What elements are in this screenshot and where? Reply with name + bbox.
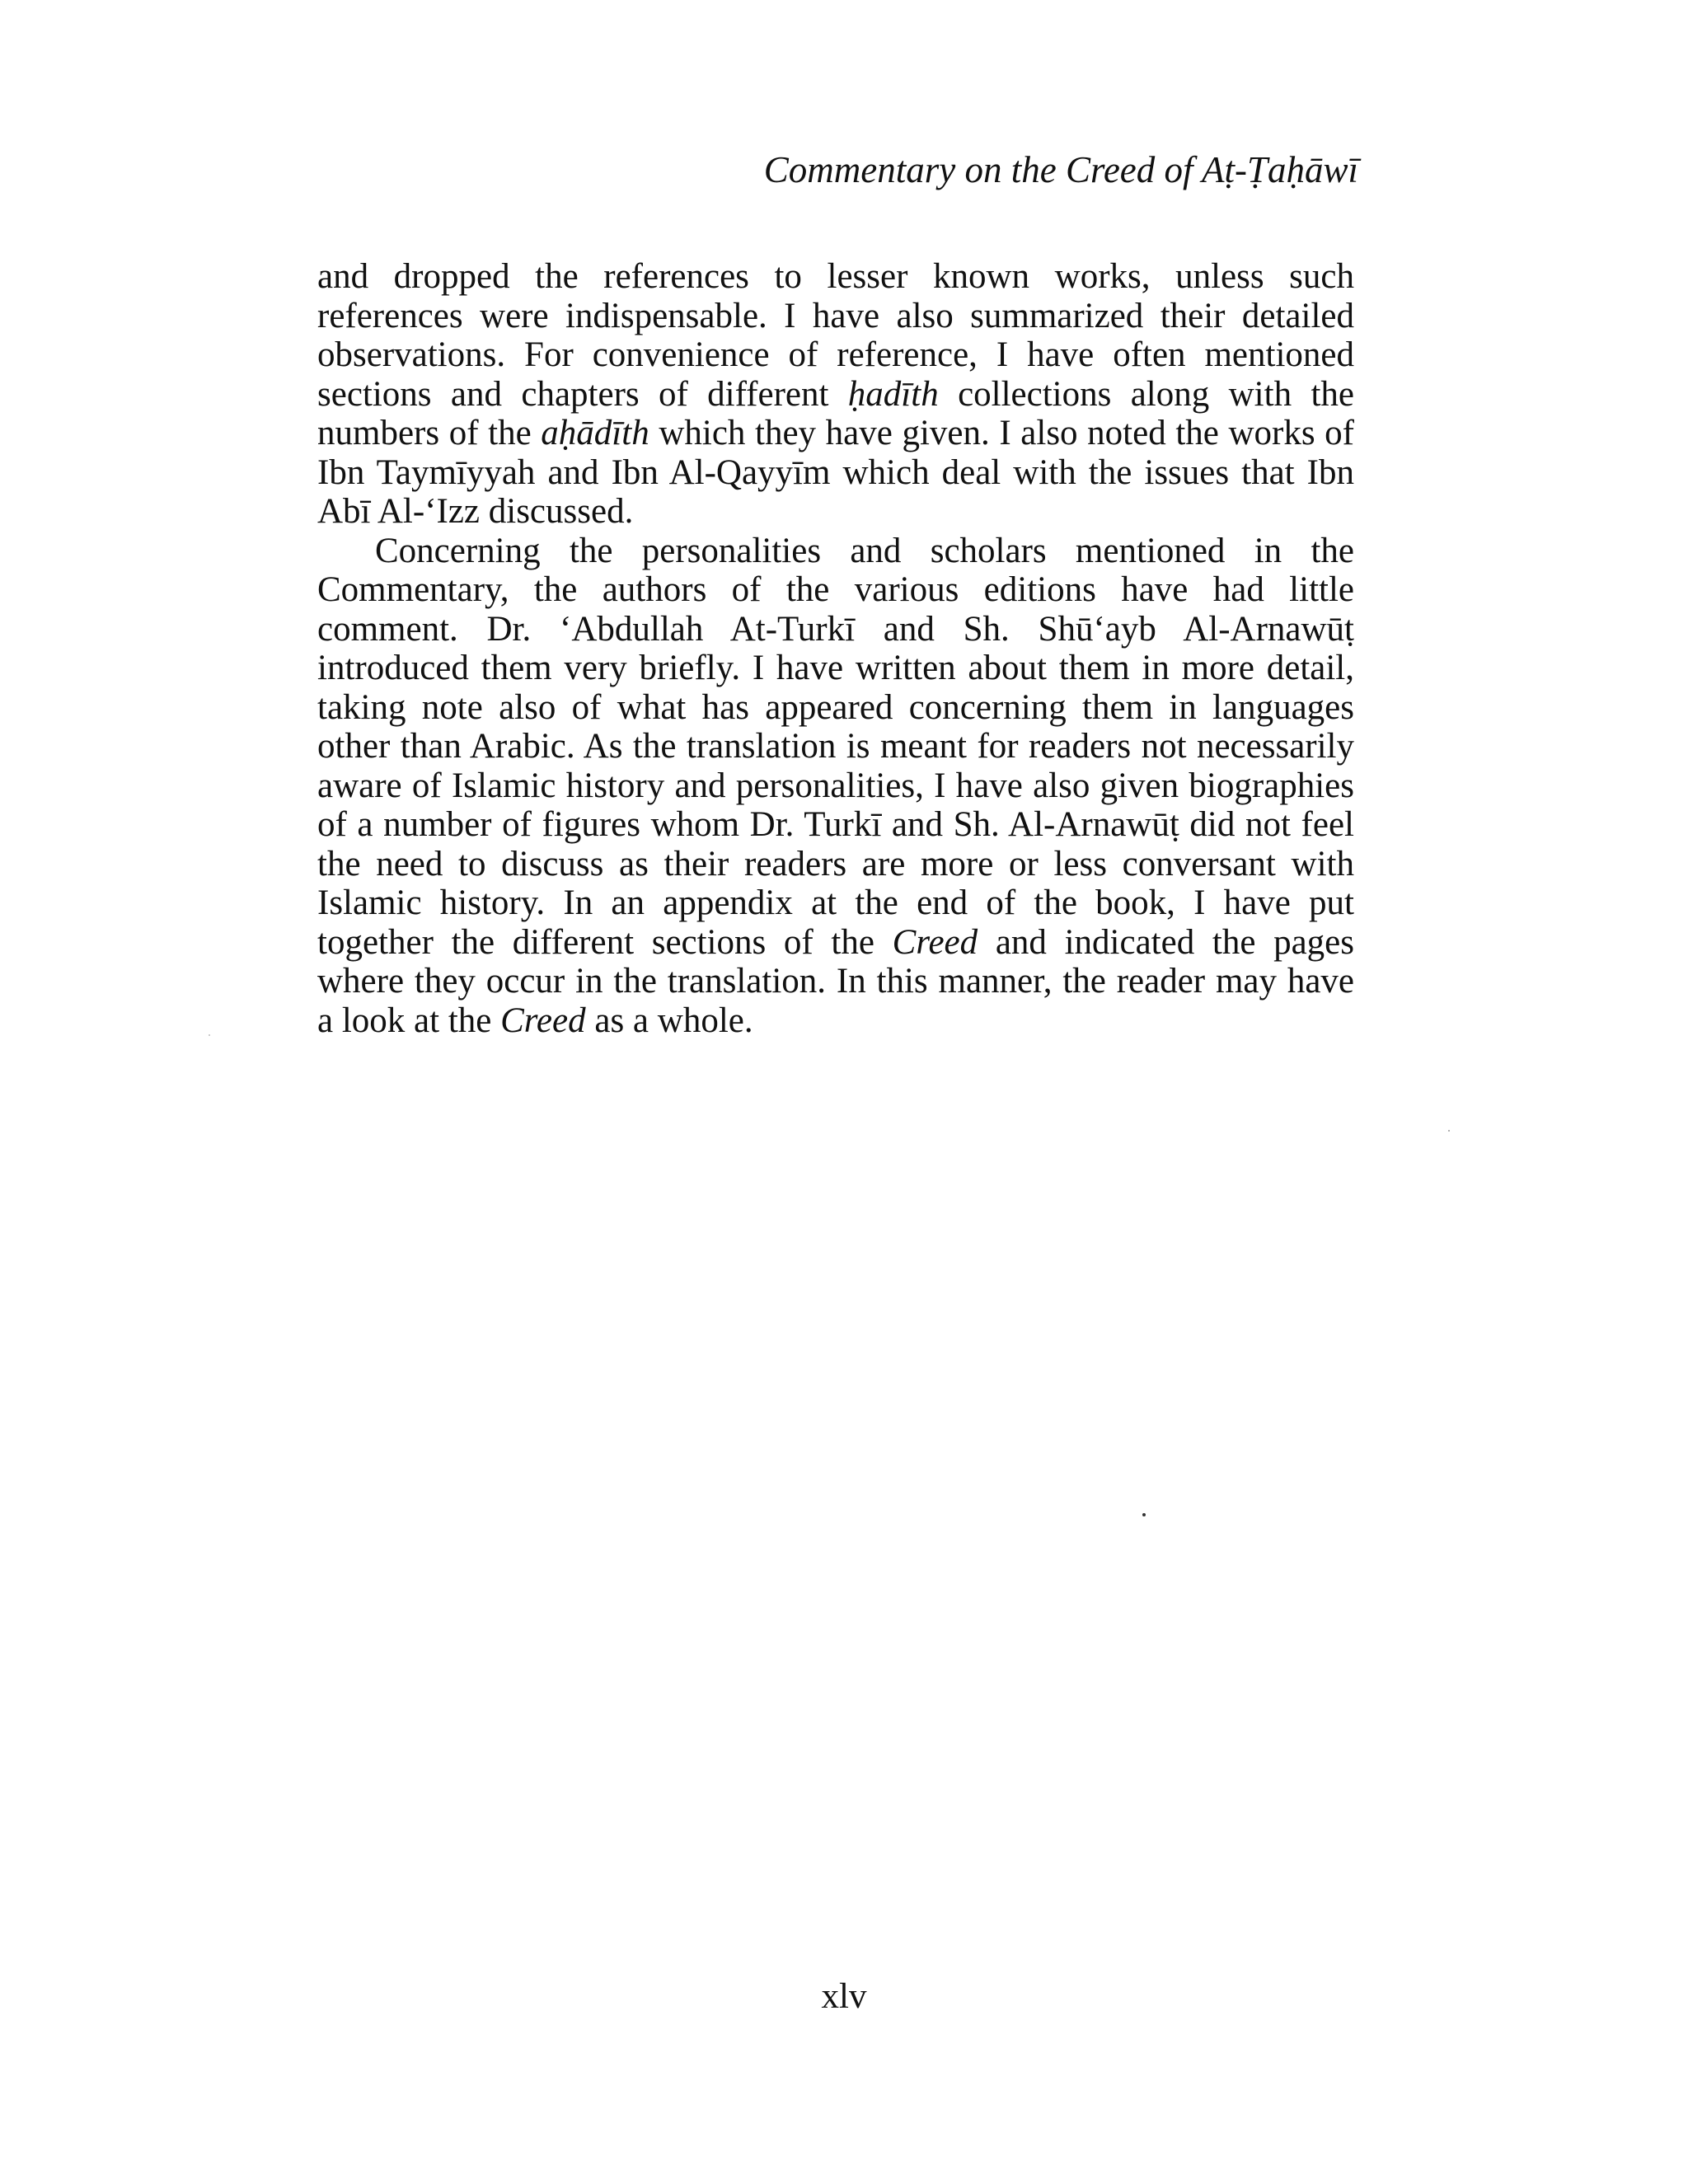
- paragraph-1-text: and dropped the references to lesser known works, unless such references were indispensable. I have also summarized their detailed observations. For convenience of reference, I have often mentioned sections and chapters of different: [317, 257, 1354, 414]
- paragraph-1-text: collections along with the numbers of the: [317, 374, 1354, 452]
- paragraph-2-text: as a whole.: [585, 1001, 753, 1040]
- paragraph-1-text: which they have given. I also noted the works of Ibn Taymīyyah and Ibn Al-Qayyīm which deal with the issues that Ibn Abī Al-‘Izz discussed.: [317, 414, 1355, 531]
- paragraph-1: [317, 257, 1354, 532]
- running-head-title: Commentary on the Creed of Aṭ-Ṭaḥāwī: [763, 149, 1358, 190]
- paragraph-2-text: Concerning the personalities and scholars mentioned in the Commentary, the authors of the various editions have had little comment. Dr. ‘Abdullah At-Turkī and Sh. Shū‘ayb Al-Arnawūṭ introduced them very briefly. I have written about them in more detail, taking note also of what has appeared concerning them in languages other than Arabic. As the translation is meant for readers not necessarily aware of Islamic history and personalities, I have also given biographies of a number of figures whom Dr. Turkī and Sh. Al-Arnawūṭ did not feel the need to discuss as their readers are more or less conversant with Islamic history. In an appendix at the end of the book, I have put together the different sections of the: [317, 531, 1354, 962]
- scan-speck: [1142, 1513, 1146, 1516]
- term-creed: Creed: [892, 922, 978, 962]
- paragraph-2: [317, 532, 1354, 1041]
- paragraph-2-text: and indicated the pages where they occur in the translation. In this manner, the reader may have a look at the: [317, 922, 1355, 1040]
- term-ahadith: aḥādīth: [541, 414, 649, 452]
- body-text: [317, 257, 1354, 1040]
- page-number: xlv: [821, 1977, 867, 2016]
- scan-speck: [1448, 1130, 1450, 1132]
- scan-speck: [209, 1034, 210, 1036]
- term-hadith: ḥadīth: [847, 374, 939, 414]
- term-creed: Creed: [500, 1001, 586, 1040]
